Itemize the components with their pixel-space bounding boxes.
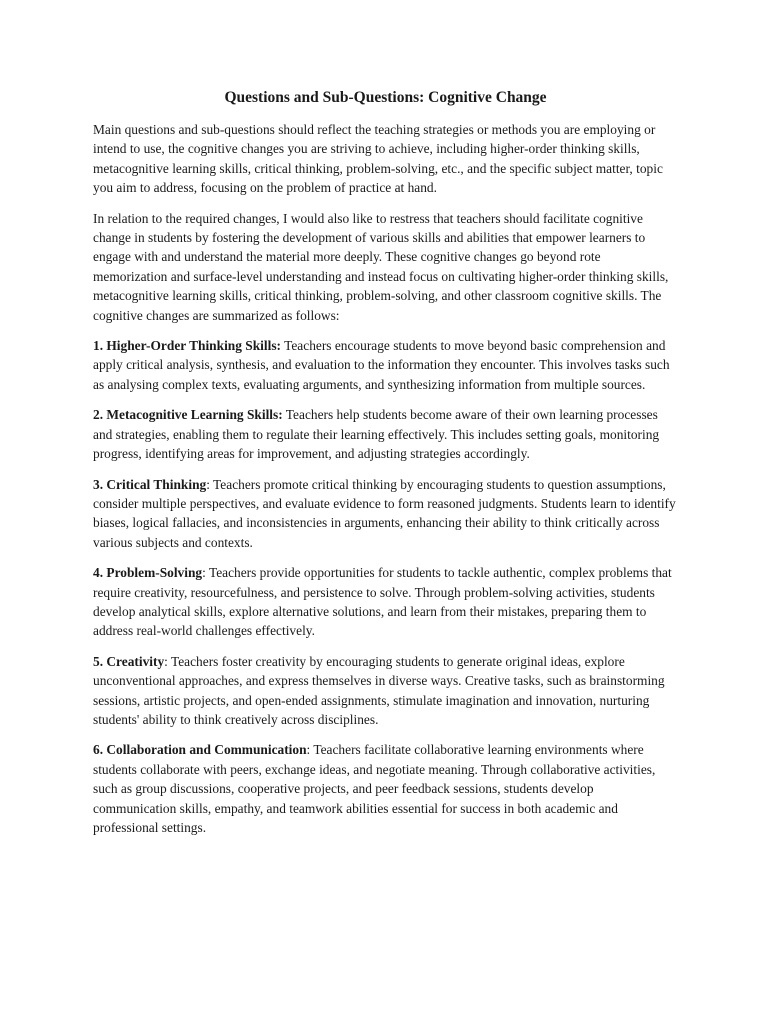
list-item-metacognitive-learning (93, 405, 678, 463)
item-heading: 4. Problem-Solving (93, 565, 203, 581)
item-heading: 5. Creativity (93, 653, 165, 669)
item-heading: 2. Metacognitive Learning Skills: (93, 407, 283, 423)
list-item-higher-order-thinking (93, 336, 678, 394)
item-heading: 3. Critical Thinking (93, 476, 207, 492)
list-item-problem-solving (93, 563, 678, 641)
intro-paragraph-1: Main questions and sub-questions should reflect the teaching strategies or methods you are employing or intend to use, the cognitive changes you are striving to achieve, including higher-order thinking skills, metacognitive learning skills, critical thinking, problem-solving, etc., and the specific subject matter, topic you aim to address, focusing on the problem of practice at hand. (93, 122, 663, 196)
document-title: Questions and Sub-Questions: Cognitive Change (224, 89, 547, 106)
item-text: : Teachers provide opportunities for students to tackle authentic, complex problems that require creativity, resourcefulness, and persistence to solve. Through problem-solving activities, students develop analytical skills, explore alternative solutions, and learn from their mistakes, preparing them to address real-world challenges effectively. (93, 565, 672, 639)
item-text: : Teachers promote critical thinking by encouraging students to question assumptions, consider multiple perspectives, and evaluate evidence to form reasoned judgments. Students learn to identify biases, logical fallacies, and inconsistencies in arguments, enhancing their ability to think critically across various subjects and contexts. (93, 476, 676, 550)
list-item-critical-thinking (93, 475, 678, 553)
intro-paragraph-2: In relation to the required changes, I would also like to restress that teachers should facilitate cognitive change in students by fostering the development of various skills and abilities that empower learners to engage with and understand the material more deeply. These cognitive changes go beyond rote memorization and surface-level understanding and instead focus on cultivating higher-order thinking skills, metacognitive learning skills, critical thinking, problem-solving, and other classroom cognitive skills. The cognitive changes are summarized as follows: (93, 210, 669, 323)
document-page (93, 88, 678, 848)
list-item-collaboration-communication (93, 740, 678, 837)
item-text: : Teachers foster creativity by encouraging students to generate original ideas, explore unconventional approaches, and express themselves in diverse ways. Creative tasks, such as brainstorming sessions, artistic projects, and open-ended assignments, stimulate imagination and innovation, nurturing students' ability to think creatively across disciplines. (93, 653, 665, 727)
item-heading: 1. Higher-Order Thinking Skills: (93, 338, 282, 354)
item-text: : Teachers facilitate collaborative learning environments where students collaborate with peers, exchange ideas, and negotiate meaning. Through collaborative activities, such as group discussions, cooperative projects, and peer feedback sessions, students develop communication skills, empathy, and teamwork abilities essential for success in both academic and professional settings. (93, 742, 656, 835)
item-heading: 6. Collaboration and Communication (93, 742, 307, 758)
item-text: Teachers help students become aware of their own learning processes and strategies, enabling them to regulate their learning effectively. This includes setting goals, monitoring progress, identifying areas for improvement, and adjusting strategies accordingly. (93, 407, 660, 462)
item-text: Teachers encourage students to move beyond basic comprehension and apply critical analysis, synthesis, and evaluation to the information they encounter. This involves tasks such as analysing complex texts, evaluating arguments, and synthesizing information from multiple sources. (93, 338, 670, 392)
list-item-creativity (93, 652, 678, 730)
